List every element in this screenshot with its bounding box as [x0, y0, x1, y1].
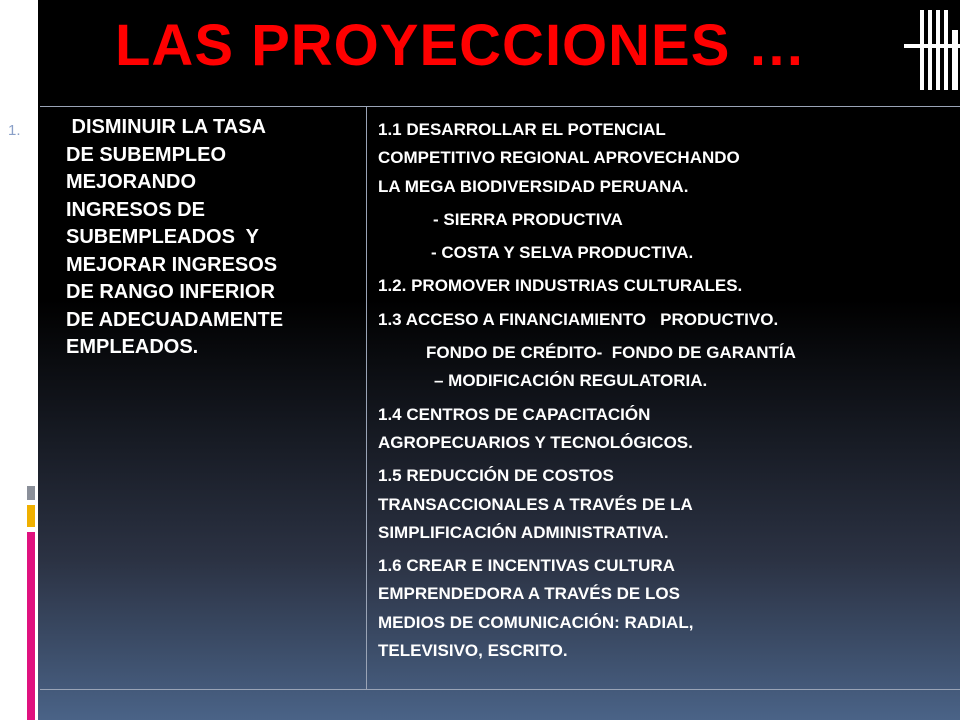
- action-line: TRANSACCIONALES A TRAVÉS DE LA: [378, 494, 693, 514]
- objective-line: DE ADECUADAMENTE: [66, 308, 284, 331]
- deco-bar-top-right-4: [944, 10, 948, 90]
- action-line: MEDIOS DE COMUNICACIÓN: RADIAL,: [378, 612, 694, 632]
- action-line: 1.4 CENTROS DE CAPACITACIÓN: [378, 404, 651, 424]
- action-line: LA MEGA BIODIVERSIDAD PERUANA.: [378, 176, 689, 196]
- action-item-1-6: [378, 552, 956, 665]
- action-item-1-4: [378, 401, 956, 458]
- table-column-divider: [366, 106, 367, 690]
- action-line: 1.2. PROMOVER INDUSTRIAS CULTURALES.: [378, 276, 743, 296]
- action-line: SIMPLIFICACIÓN ADMINISTRATIVA.: [378, 522, 669, 542]
- deco-bar-top-right-2: [928, 10, 932, 90]
- objective-line: SUBEMPLEADOS Y: [66, 226, 259, 248]
- list-marker: 1.: [8, 122, 21, 139]
- slide-title: LAS PROYECCIONES …: [115, 13, 807, 78]
- deco-bar-left-magenta: [27, 532, 35, 720]
- deco-bar-top-right-5: [952, 30, 958, 90]
- objective-line: DE RANGO INFERIOR: [66, 281, 275, 303]
- action-line: EMPRENDEDORA A TRAVÉS DE LOS: [378, 584, 680, 604]
- action-line: 1.1 DESARROLLAR EL POTENCIAL: [378, 120, 666, 139]
- deco-bar-top-horizontal: [904, 44, 960, 48]
- action-line: 1.5 REDUCCIÓN DE COSTOS: [378, 466, 614, 486]
- objective-line: MEJORANDO: [66, 171, 197, 193]
- action-line: 1.6 CREAR E INCENTIVAS CULTURA: [378, 556, 675, 576]
- table-bottom-border: [40, 689, 960, 690]
- action-line: COMPETITIVO REGIONAL APROVECHANDO: [378, 148, 740, 168]
- action-line: 1.3 ACCESO A FINANCIAMIENTO PRODUCTIVO.: [378, 309, 779, 329]
- action-subitem-fondos: [426, 339, 956, 396]
- objective-line: INGRESOS DE: [66, 198, 205, 221]
- actions-cell: [378, 116, 956, 670]
- action-line: TELEVISIVO, ESCRITO.: [378, 641, 568, 661]
- objective-line: DISMINUIR LA TASA: [66, 116, 266, 138]
- deco-bar-left-gray: [27, 486, 35, 500]
- deco-bar-top-right-3: [936, 10, 940, 90]
- objective-cell: [66, 114, 362, 362]
- action-subitem-sierra: - SIERRA PRODUCTIVA: [433, 209, 623, 229]
- action-line: AGROPECUARIOS Y TECNOLÓGICOS.: [378, 432, 693, 452]
- action-item-1-2: [378, 272, 956, 300]
- deco-bar-top-right-1: [920, 10, 924, 90]
- action-item-1-5: [378, 462, 956, 547]
- action-item-1-1: [378, 116, 956, 201]
- action-subitem-costa-selva: - COSTA Y SELVA PRODUCTIVA.: [431, 243, 694, 263]
- objective-line: EMPLEADOS.: [66, 336, 199, 358]
- deco-bar-left-yellow: [27, 505, 35, 527]
- objective-line: MEJORAR INGRESOS: [66, 253, 278, 276]
- objective-line: DE SUBEMPLEO: [66, 143, 227, 166]
- action-line: FONDO DE CRÉDITO- FONDO DE GARANTÍA: [426, 343, 796, 363]
- action-line: – MODIFICACIÓN REGULATORIA.: [434, 371, 708, 391]
- action-item-1-3: [378, 306, 956, 334]
